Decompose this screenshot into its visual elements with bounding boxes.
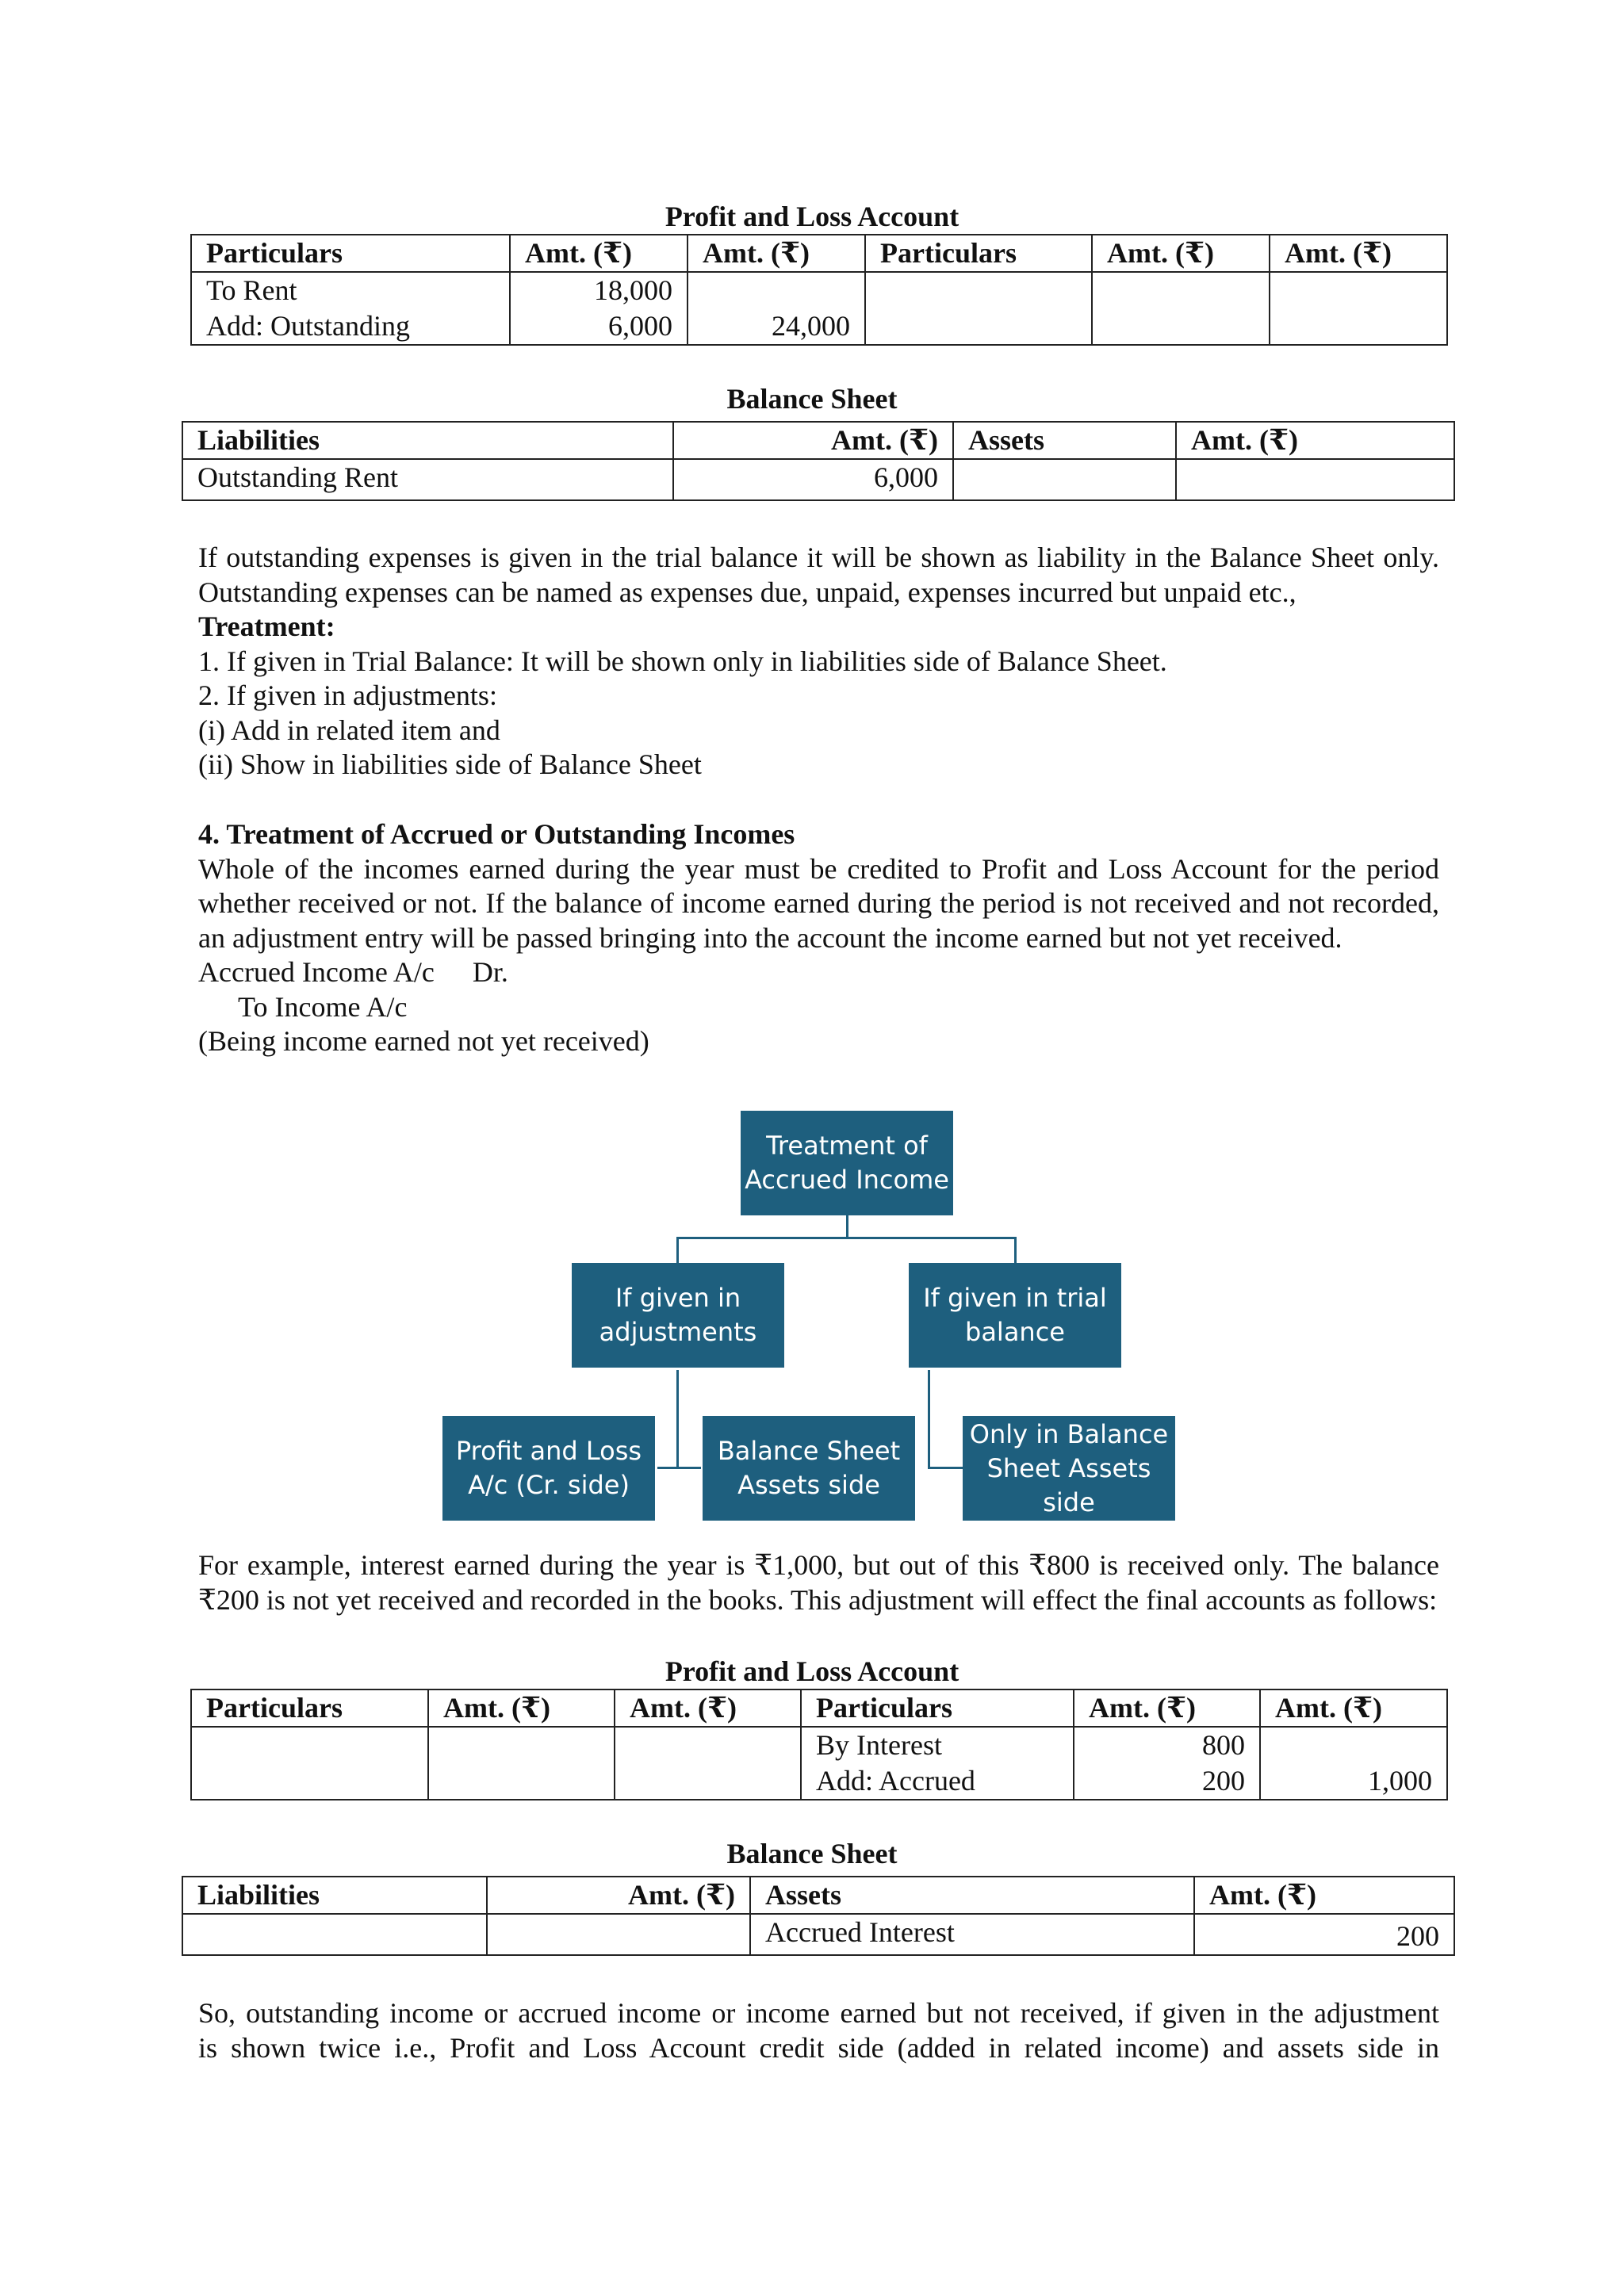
pl2-cr-amt2 bbox=[1260, 1727, 1447, 1800]
diagram-trial-balance-box: If given in trial balance bbox=[909, 1263, 1121, 1368]
pl2-body-row bbox=[191, 1727, 1447, 1800]
diagram-only-bs-assets-box: Only in Balance Sheet Assets side bbox=[963, 1416, 1175, 1521]
bs2-header-amt2: Amt. (₹) bbox=[1194, 1877, 1454, 1914]
bs1-header-row bbox=[182, 422, 1454, 459]
bs1-outstanding-rent-amount: 6,000 bbox=[673, 459, 953, 500]
diagram-connector-right-down bbox=[1014, 1237, 1017, 1264]
section-4 bbox=[198, 817, 1439, 1059]
pl1-header-particulars-dr: Particulars bbox=[191, 235, 510, 272]
bs1-header-amt1: Amt. (₹) bbox=[673, 422, 953, 459]
pl2-dr-amt1 bbox=[428, 1727, 615, 1800]
pl2-header-amt3: Amt. (₹) bbox=[1074, 1689, 1260, 1727]
pl1-header-amt3: Amt. (₹) bbox=[1092, 235, 1270, 272]
pl1-title: Profit and Loss Account bbox=[665, 201, 959, 232]
pl1-header-amt2: Amt. (₹) bbox=[688, 235, 865, 272]
pl1-blank bbox=[703, 273, 850, 308]
journal-entry-dr: Dr. bbox=[472, 956, 508, 988]
pl1-header-amt1: Amt. (₹) bbox=[510, 235, 688, 272]
pl1-header-amt4: Amt. (₹) bbox=[1270, 235, 1447, 272]
pl1-body-row bbox=[191, 272, 1447, 345]
pl1-cr-amt1 bbox=[1092, 272, 1270, 345]
pl1-header-particulars-cr: Particulars bbox=[865, 235, 1092, 272]
bs2-table bbox=[182, 1876, 1455, 1956]
bs2-title: Balance Sheet bbox=[726, 1838, 898, 1869]
pl2-header-amt2: Amt. (₹) bbox=[615, 1689, 801, 1727]
pl2-add-accrued: Add: Accrued bbox=[816, 1765, 975, 1797]
pl2-header-particulars-dr: Particulars bbox=[191, 1689, 428, 1727]
pl1-outstanding-amount: 6,000 bbox=[608, 310, 672, 342]
outstanding-expenses-paragraph: If outstanding expenses is given in the trial balance it will be shown as liability in the Balance Sheet only. Outstanding expenses can be named as expenses due, unpaid, expenses incurred but unpaid etc., bbox=[198, 541, 1439, 608]
bs2-liabilities-cell bbox=[182, 1914, 487, 1955]
bs1-table bbox=[182, 421, 1455, 501]
pl1-cr-particulars bbox=[865, 272, 1092, 345]
bs2-header-assets: Assets bbox=[750, 1877, 1194, 1914]
pl2-dr-particulars bbox=[191, 1727, 428, 1800]
pl2-table bbox=[190, 1689, 1448, 1800]
diagram-connector-left-branch bbox=[676, 1370, 679, 1469]
pl2-by-interest: By Interest bbox=[816, 1729, 942, 1761]
journal-entry-narration: (Being income earned not yet received) bbox=[198, 1025, 649, 1057]
pl1-table bbox=[190, 234, 1448, 346]
treatment-point-1: 1. If given in Trial Balance: It will be shown only in liabilities side of Balance Sheet. bbox=[198, 645, 1167, 677]
bs1-header-amt2: Amt. (₹) bbox=[1176, 422, 1454, 459]
bs2-header-amt1: Amt. (₹) bbox=[487, 1877, 750, 1914]
bs1-body-row bbox=[182, 459, 1454, 500]
pl1-dr-particulars bbox=[191, 272, 510, 345]
closing-line-2: is shown twice i.e., Profit and Loss Account credit side (added in related income) and assets side in bbox=[198, 2031, 1439, 2064]
diagram-connector-left-join bbox=[657, 1467, 701, 1469]
diagram-adjustments-box: If given in adjustments bbox=[572, 1263, 784, 1368]
diagram-connector-right-branch bbox=[928, 1370, 930, 1469]
diagram-pl-credit-box: Profit and Loss A/c (Cr. side) bbox=[442, 1416, 655, 1521]
section-4-body: Whole of the incomes earned during the year must be credited to Profit and Loss Account for the period whether received or not. If the balance of income earned during the period is not received and not recorded, an adjustment entry will be passed bringing into the account the income earned but not yet received. bbox=[198, 852, 1439, 954]
treatment-point-2-ii: (ii) Show in liabilities side of Balance Sheet bbox=[198, 748, 702, 780]
diagram-connector-right-join bbox=[928, 1467, 963, 1469]
journal-entry-line-1 bbox=[198, 955, 1439, 990]
pl2-header-amt4: Amt. (₹) bbox=[1260, 1689, 1447, 1727]
journal-entry-line-2: To Income A/c bbox=[238, 990, 408, 1023]
example-paragraph: For example, interest earned during the year is ₹1,000, but out of this ₹800 is received only. The balance ₹200 is not yet received and recorded in the books. This adjustment will effect the final accounts as follows: bbox=[198, 1549, 1439, 1616]
pl2-total-interest: 1,000 bbox=[1368, 1765, 1432, 1797]
treatment-point-2: 2. If given in adjustments: bbox=[198, 679, 497, 711]
pl1-add-outstanding: Add: Outstanding bbox=[206, 310, 410, 342]
bs2-accrued-interest: Accrued Interest bbox=[750, 1914, 1194, 1955]
pl2-cr-particulars bbox=[801, 1727, 1074, 1800]
bs1-outstanding-rent: Outstanding Rent bbox=[182, 459, 673, 500]
pl2-header-row bbox=[191, 1689, 1447, 1727]
bs1-header-liabilities: Liabilities bbox=[182, 422, 673, 459]
pl2-interest-received: 800 bbox=[1202, 1729, 1245, 1761]
bs2-body-row bbox=[182, 1914, 1454, 1955]
pl2-dr-amt2 bbox=[615, 1727, 801, 1800]
bs2-header-row bbox=[182, 1877, 1454, 1914]
pl2-header-particulars-cr: Particulars bbox=[801, 1689, 1074, 1727]
treatment-heading: Treatment: bbox=[198, 610, 335, 642]
bs1-header-assets: Assets bbox=[953, 422, 1176, 459]
pl1-total-rent: 24,000 bbox=[772, 310, 850, 342]
pl2-interest-accrued: 200 bbox=[1202, 1765, 1245, 1797]
pl1-header-row bbox=[191, 235, 1447, 272]
pl1-rent-amount: 18,000 bbox=[594, 274, 672, 306]
pl1-to-rent: To Rent bbox=[206, 274, 297, 306]
diagram-connector-root-down bbox=[846, 1215, 848, 1238]
journal-entry-debit-account: Accrued Income A/c bbox=[198, 956, 435, 988]
diagram-connector-horizontal bbox=[676, 1237, 1017, 1239]
bs1-assets-amt-cell bbox=[1176, 459, 1454, 500]
pl1-dr-amt2 bbox=[688, 272, 865, 345]
bs2-header-liabilities: Liabilities bbox=[182, 1877, 487, 1914]
pl1-cr-amt2 bbox=[1270, 272, 1447, 345]
diagram-connector-left-down bbox=[676, 1237, 679, 1264]
bs2-liabilities-amt-cell bbox=[487, 1914, 750, 1955]
bs1-title: Balance Sheet bbox=[726, 383, 898, 415]
closing-text bbox=[198, 1996, 1439, 2065]
pl2-title: Profit and Loss Account bbox=[665, 1655, 959, 1687]
outstanding-expenses-text bbox=[198, 541, 1439, 783]
diagram-bs-assets-box: Balance Sheet Assets side bbox=[703, 1416, 915, 1521]
diagram-root-box: Treatment of Accrued Income bbox=[741, 1111, 953, 1215]
closing-line-1: So, outstanding income or accrued income or income earned but not received, if given in the adjustment bbox=[198, 1997, 1439, 2029]
bs1-assets-cell bbox=[953, 459, 1176, 500]
example-text bbox=[198, 1548, 1439, 1617]
pl2-header-amt1: Amt. (₹) bbox=[428, 1689, 615, 1727]
pl1-dr-amt1 bbox=[510, 272, 688, 345]
bs2-accrued-interest-amount: 200 bbox=[1194, 1914, 1454, 1955]
pl2-cr-amt1 bbox=[1074, 1727, 1260, 1800]
section-4-heading: 4. Treatment of Accrued or Outstanding Incomes bbox=[198, 818, 795, 850]
treatment-point-2-i: (i) Add in related item and bbox=[198, 714, 500, 746]
